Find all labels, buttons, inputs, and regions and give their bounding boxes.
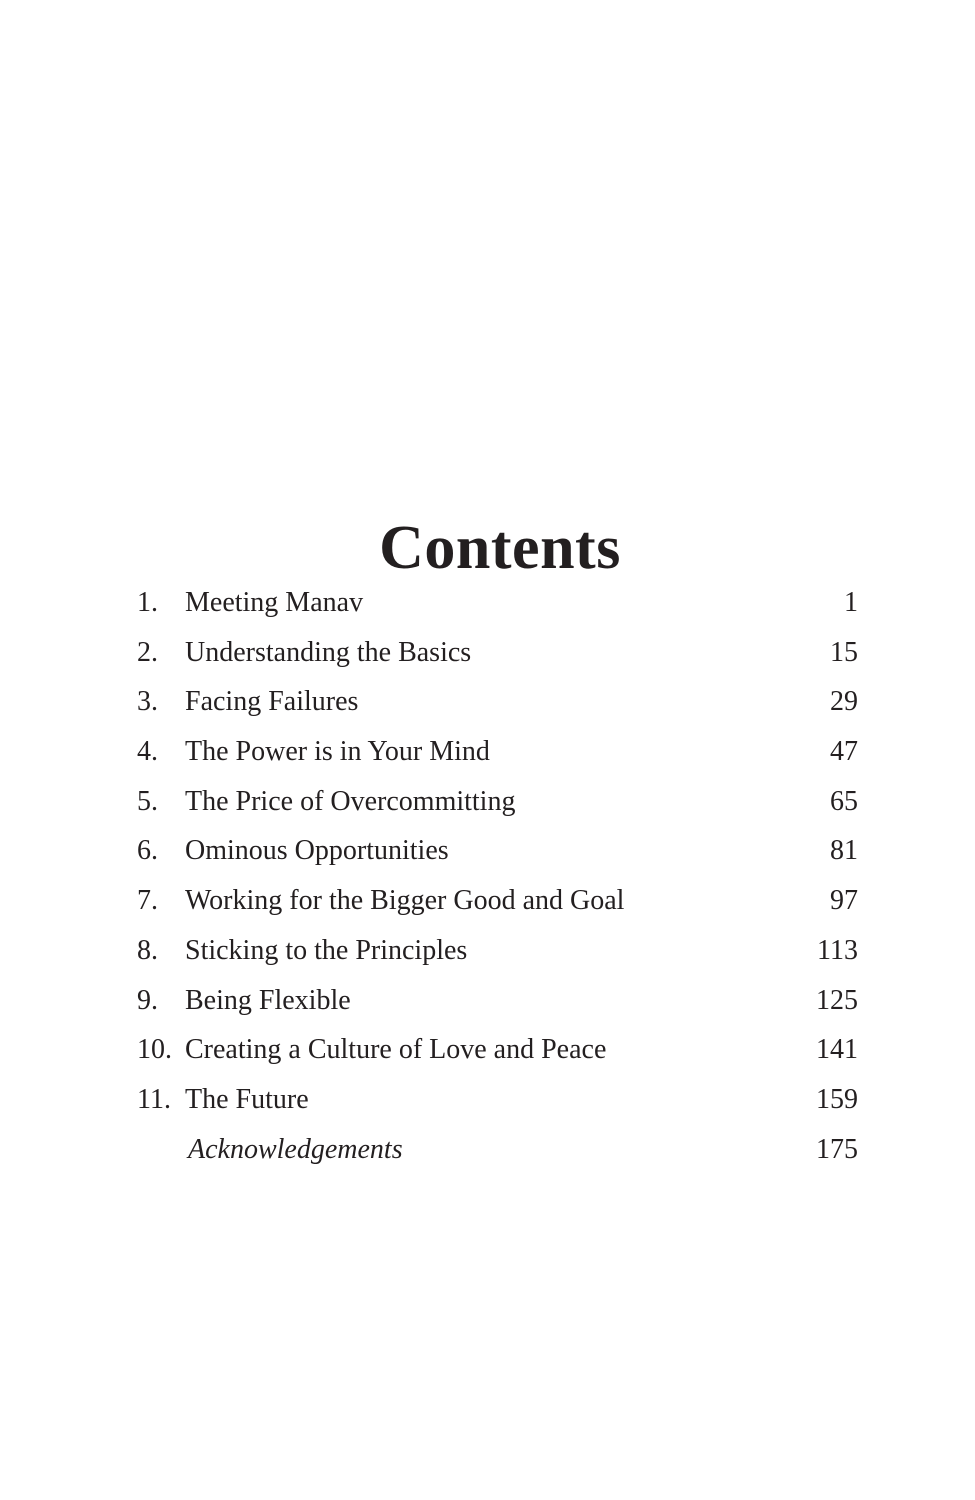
page-number: 29 xyxy=(830,686,858,718)
chapter-title: The Price of Overcommitting xyxy=(185,785,516,817)
chapter-title: Working for the Bigger Good and Goal xyxy=(185,885,625,917)
chapter-number: 11. xyxy=(137,1083,171,1115)
page-number: 97 xyxy=(830,885,858,917)
chapter-number: 6. xyxy=(137,835,158,867)
page-number: 159 xyxy=(816,1083,858,1115)
chapter-title: Being Flexible xyxy=(185,984,351,1016)
page-number: 113 xyxy=(817,934,858,966)
chapter-title: Meeting Manav xyxy=(185,587,364,618)
acknowledgements-title: Acknowledgements xyxy=(188,1133,403,1165)
chapter-title: Creating a Culture of Love and Peace xyxy=(185,1034,607,1066)
toc-entry[interactable] xyxy=(137,677,858,727)
chapter-number: 1. xyxy=(137,587,158,618)
chapter-number: 3. xyxy=(137,686,158,718)
toc-entry[interactable] xyxy=(137,976,858,1026)
chapter-number: 2. xyxy=(137,636,158,668)
toc-entry[interactable] xyxy=(137,826,858,876)
chapter-title: Understanding the Basics xyxy=(185,636,472,668)
chapter-number: 4. xyxy=(137,736,158,768)
chapter-number: 7. xyxy=(137,885,158,917)
toc-entry-acknowledgements[interactable] xyxy=(137,1125,858,1175)
page-title: Contents xyxy=(379,513,621,582)
page-number: 175 xyxy=(816,1133,858,1165)
chapter-number: 5. xyxy=(137,785,158,817)
toc-entry[interactable] xyxy=(137,1025,858,1075)
chapter-title: Sticking to the Principles xyxy=(185,934,468,966)
chapter-title: The Power is in Your Mind xyxy=(185,736,490,768)
chapter-title: Ominous Opportunities xyxy=(185,835,449,867)
chapter-number: 8. xyxy=(137,934,158,966)
page-number: 81 xyxy=(830,835,858,867)
toc-entry[interactable] xyxy=(137,628,858,678)
toc-entry[interactable] xyxy=(137,777,858,827)
page-number: 125 xyxy=(816,984,858,1016)
chapter-title: Facing Failures xyxy=(185,686,359,718)
toc-entry[interactable] xyxy=(137,1075,858,1125)
toc-entry[interactable] xyxy=(137,578,858,628)
page-number: 15 xyxy=(830,636,858,668)
toc-entry[interactable] xyxy=(137,926,858,976)
toc-entry[interactable] xyxy=(137,727,858,777)
table-of-contents xyxy=(137,578,858,1174)
page-number: 65 xyxy=(830,785,858,817)
page-number: 141 xyxy=(816,1034,858,1066)
chapter-title: The Future xyxy=(185,1083,309,1115)
toc-entry[interactable] xyxy=(137,876,858,926)
chapter-number: 9. xyxy=(137,984,158,1016)
page-number: 47 xyxy=(830,736,858,768)
page-number: 1 xyxy=(844,587,858,618)
chapter-number: 10. xyxy=(137,1034,172,1066)
